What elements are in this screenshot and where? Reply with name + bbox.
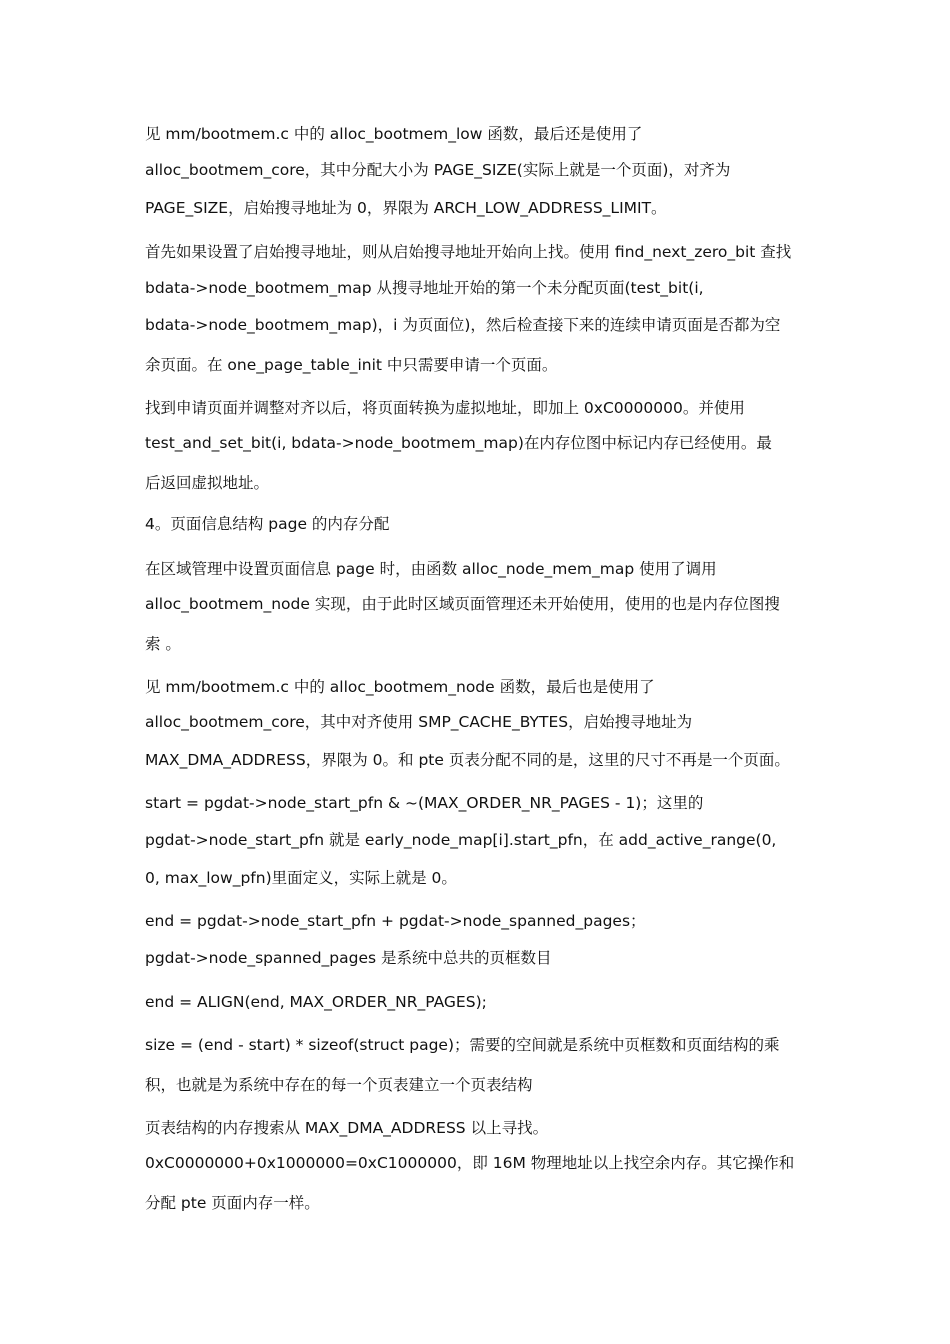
text-line: 找到申请页面并调整对齐以后，将页面转换为虚拟地址，即加上 0xC0000000。并使用 <box>145 399 745 417</box>
text-line: alloc_bootmem_node 实现，由于此时区域页面管理还未开始使用，使用的也是内存位图搜 <box>145 595 780 613</box>
text-line: alloc_bootmem_core，其中对齐使用 SMP_CACHE_BYTES，启始搜寻地址为 <box>145 713 693 731</box>
text-line: 见 mm/bootmem.c 中的 alloc_bootmem_low 函数，最后还是使用了 <box>145 125 643 143</box>
text-line: 页表结构的内存搜索从 MAX_DMA_ADDRESS 以上寻找。 <box>145 1119 549 1137</box>
text-line: bdata->node_bootmem_map)，i 为页面位)，然后检查接下来的连续申请页面是否都为空 <box>145 316 781 334</box>
text-line: 后返回虚拟地址。 <box>145 474 270 492</box>
text-line: 分配 pte 页面内存一样。 <box>145 1194 320 1212</box>
text-line: 在区域管理中设置页面信息 page 时，由函数 alloc_node_mem_map 使用了调用 <box>145 560 717 578</box>
text-line: 0xC0000000+0x1000000=0xC1000000，即 16M 物理地址以上找空余内存。其它操作和 <box>145 1154 795 1172</box>
text-line: end = pgdat->node_start_pfn + pgdat->node_spanned_pages； <box>145 912 646 930</box>
text-line: test_and_set_bit(i, bdata->node_bootmem_map)在内存位图中标记内存已经使用。最 <box>145 434 772 452</box>
text-line: end = ALIGN(end, MAX_ORDER_NR_PAGES); <box>145 993 487 1011</box>
text-line: size = (end - start) * sizeof(struct page)；需要的空间就是系统中页框数和页面结构的乘 <box>145 1036 780 1054</box>
section-heading: 4。页面信息结构 page 的内存分配 <box>145 515 390 533</box>
text-line: pgdat->node_spanned_pages 是系统中总共的页框数目 <box>145 949 552 967</box>
text-line: bdata->node_bootmem_map 从搜寻地址开始的第一个未分配页面(test_bit(i, <box>145 279 704 297</box>
text-line: MAX_DMA_ADDRESS，界限为 0。和 pte 页表分配不同的是，这里的尺寸不再是一个页面。 <box>145 751 790 769</box>
text-line: pgdat->node_start_pfn 就是 early_node_map[i].start_pfn，在 add_active_range(0, <box>145 831 777 849</box>
text-line: 积，也就是为系统中存在的每一个页表建立一个页表结构 <box>145 1076 533 1094</box>
text-line: 首先如果设置了启始搜寻地址，则从启始搜寻地址开始向上找。使用 find_next_zero_bit 查找 <box>145 243 792 261</box>
text-line: PAGE_SIZE，启始搜寻地址为 0，界限为 ARCH_LOW_ADDRESS_LIMIT。 <box>145 199 667 217</box>
text-line: start = pgdat->node_start_pfn & ~(MAX_ORDER_NR_PAGES - 1)；这里的 <box>145 794 704 812</box>
text-line: 余页面。在 one_page_table_init 中只需要申请一个页面。 <box>145 356 558 374</box>
text-line: 索 。 <box>145 635 181 653</box>
text-line: 见 mm/bootmem.c 中的 alloc_bootmem_node 函数，最后也是使用了 <box>145 678 655 696</box>
text-line: alloc_bootmem_core，其中分配大小为 PAGE_SIZE(实际上就是一个页面)，对齐为 <box>145 161 731 179</box>
text-line: 0, max_low_pfn)里面定义，实际上就是 0。 <box>145 869 457 887</box>
